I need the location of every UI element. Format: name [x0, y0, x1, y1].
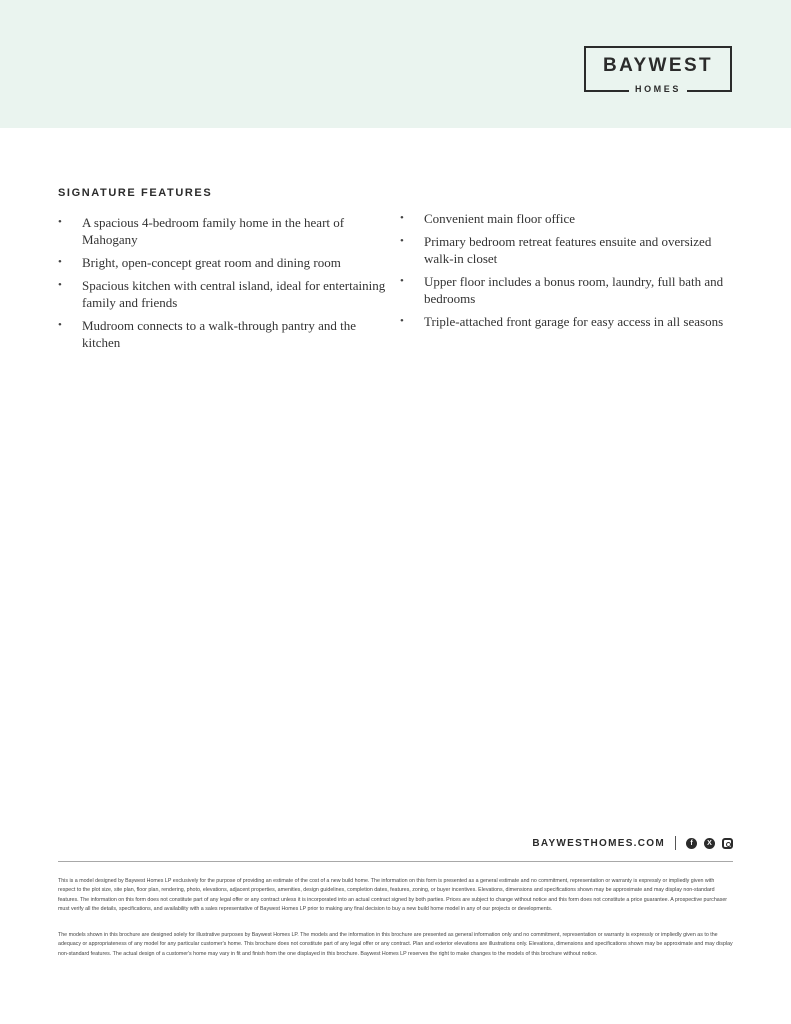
feature-item: • A spacious 4-bedroom family home in the heart of Mahogany: [58, 214, 388, 248]
feature-item: • Spacious kitchen with central island, ideal for entertaining family and friends: [58, 277, 388, 311]
disclaimer-text: This is a model designed by Baywest Homes LP exclusively for the purpose of providing an estimate of the cost of a new build home. The information on this form is presented as a general estimate and no commitment, representation or warranty is expressly or impliedly given with respect to the plot size, site plan, floor plan, rendering, photo, elevations, adjacent properties, amenities, design guidelines, completion dates, features, zoning, or buyer incentives. Elevations, dimensions and specifications shown may be approximate and may display non-standard features. The information on this form does not constitute part of any legal offer or any contract unless it is incorporated into an actual contract signed by both parties. Prices are subject to change without notice and this form does not constitute a price guarantee. A prospective purchaser must verify all the details, specifications, and availability with a sales representative of Baywest Homes LP prior to making any final decision to buy a new build home model in any of our projects or developments.: [58, 878, 728, 913]
feature-item: • Convenient main floor office: [400, 210, 730, 227]
feature-item: • Primary bedroom retreat features ensuite and oversized walk-in closet: [400, 233, 730, 267]
x-icon[interactable]: X: [704, 838, 715, 849]
website-link[interactable]: BAYWESTHOMES.COM: [532, 837, 665, 849]
logo-wordmark: BAYWEST: [602, 55, 714, 76]
facebook-icon[interactable]: f: [686, 838, 697, 849]
logo-subtitle: HOMES: [629, 84, 687, 94]
website-row: [532, 835, 733, 851]
footer-divider: [58, 861, 733, 862]
feature-item: • Triple-attached front garage for easy access in all seasons: [400, 313, 730, 330]
feature-item: • Upper floor includes a bonus room, laundry, full bath and bedrooms: [400, 273, 730, 307]
feature-item: • Bright, open-concept great room and dining room: [58, 254, 388, 271]
baywest-logo: [584, 46, 732, 92]
feature-item: • Mudroom connects to a walk-through pantry and the kitchen: [58, 317, 388, 351]
features-list-right: [400, 210, 730, 336]
instagram-icon[interactable]: [722, 838, 733, 849]
divider: [675, 836, 676, 850]
features-list-left: [58, 214, 388, 357]
disclaimer-text: The models shown in this brochure are designed solely for illustrative purposes by Baywest Homes LP. The models and the information in this brochure are presented as general information only and no commitment, representation or warranty is expressly or impliedly given as to the adequacy or appropriateness of any model for any particular customer's home. This brochure does not constitute part of any legal offer or any contract. Plan and exterior elevations are illustrations only. Elevations, dimensions and specifications shown may be approximate and may display non-standard features. The actual design of a customer's home may vary in fit and finish from the one displayed in this brochure. Baywest Homes LP reserves the right to make changes to the models of this brochure without notice.: [58, 932, 733, 957]
section-title: SIGNATURE FEATURES: [58, 187, 213, 199]
